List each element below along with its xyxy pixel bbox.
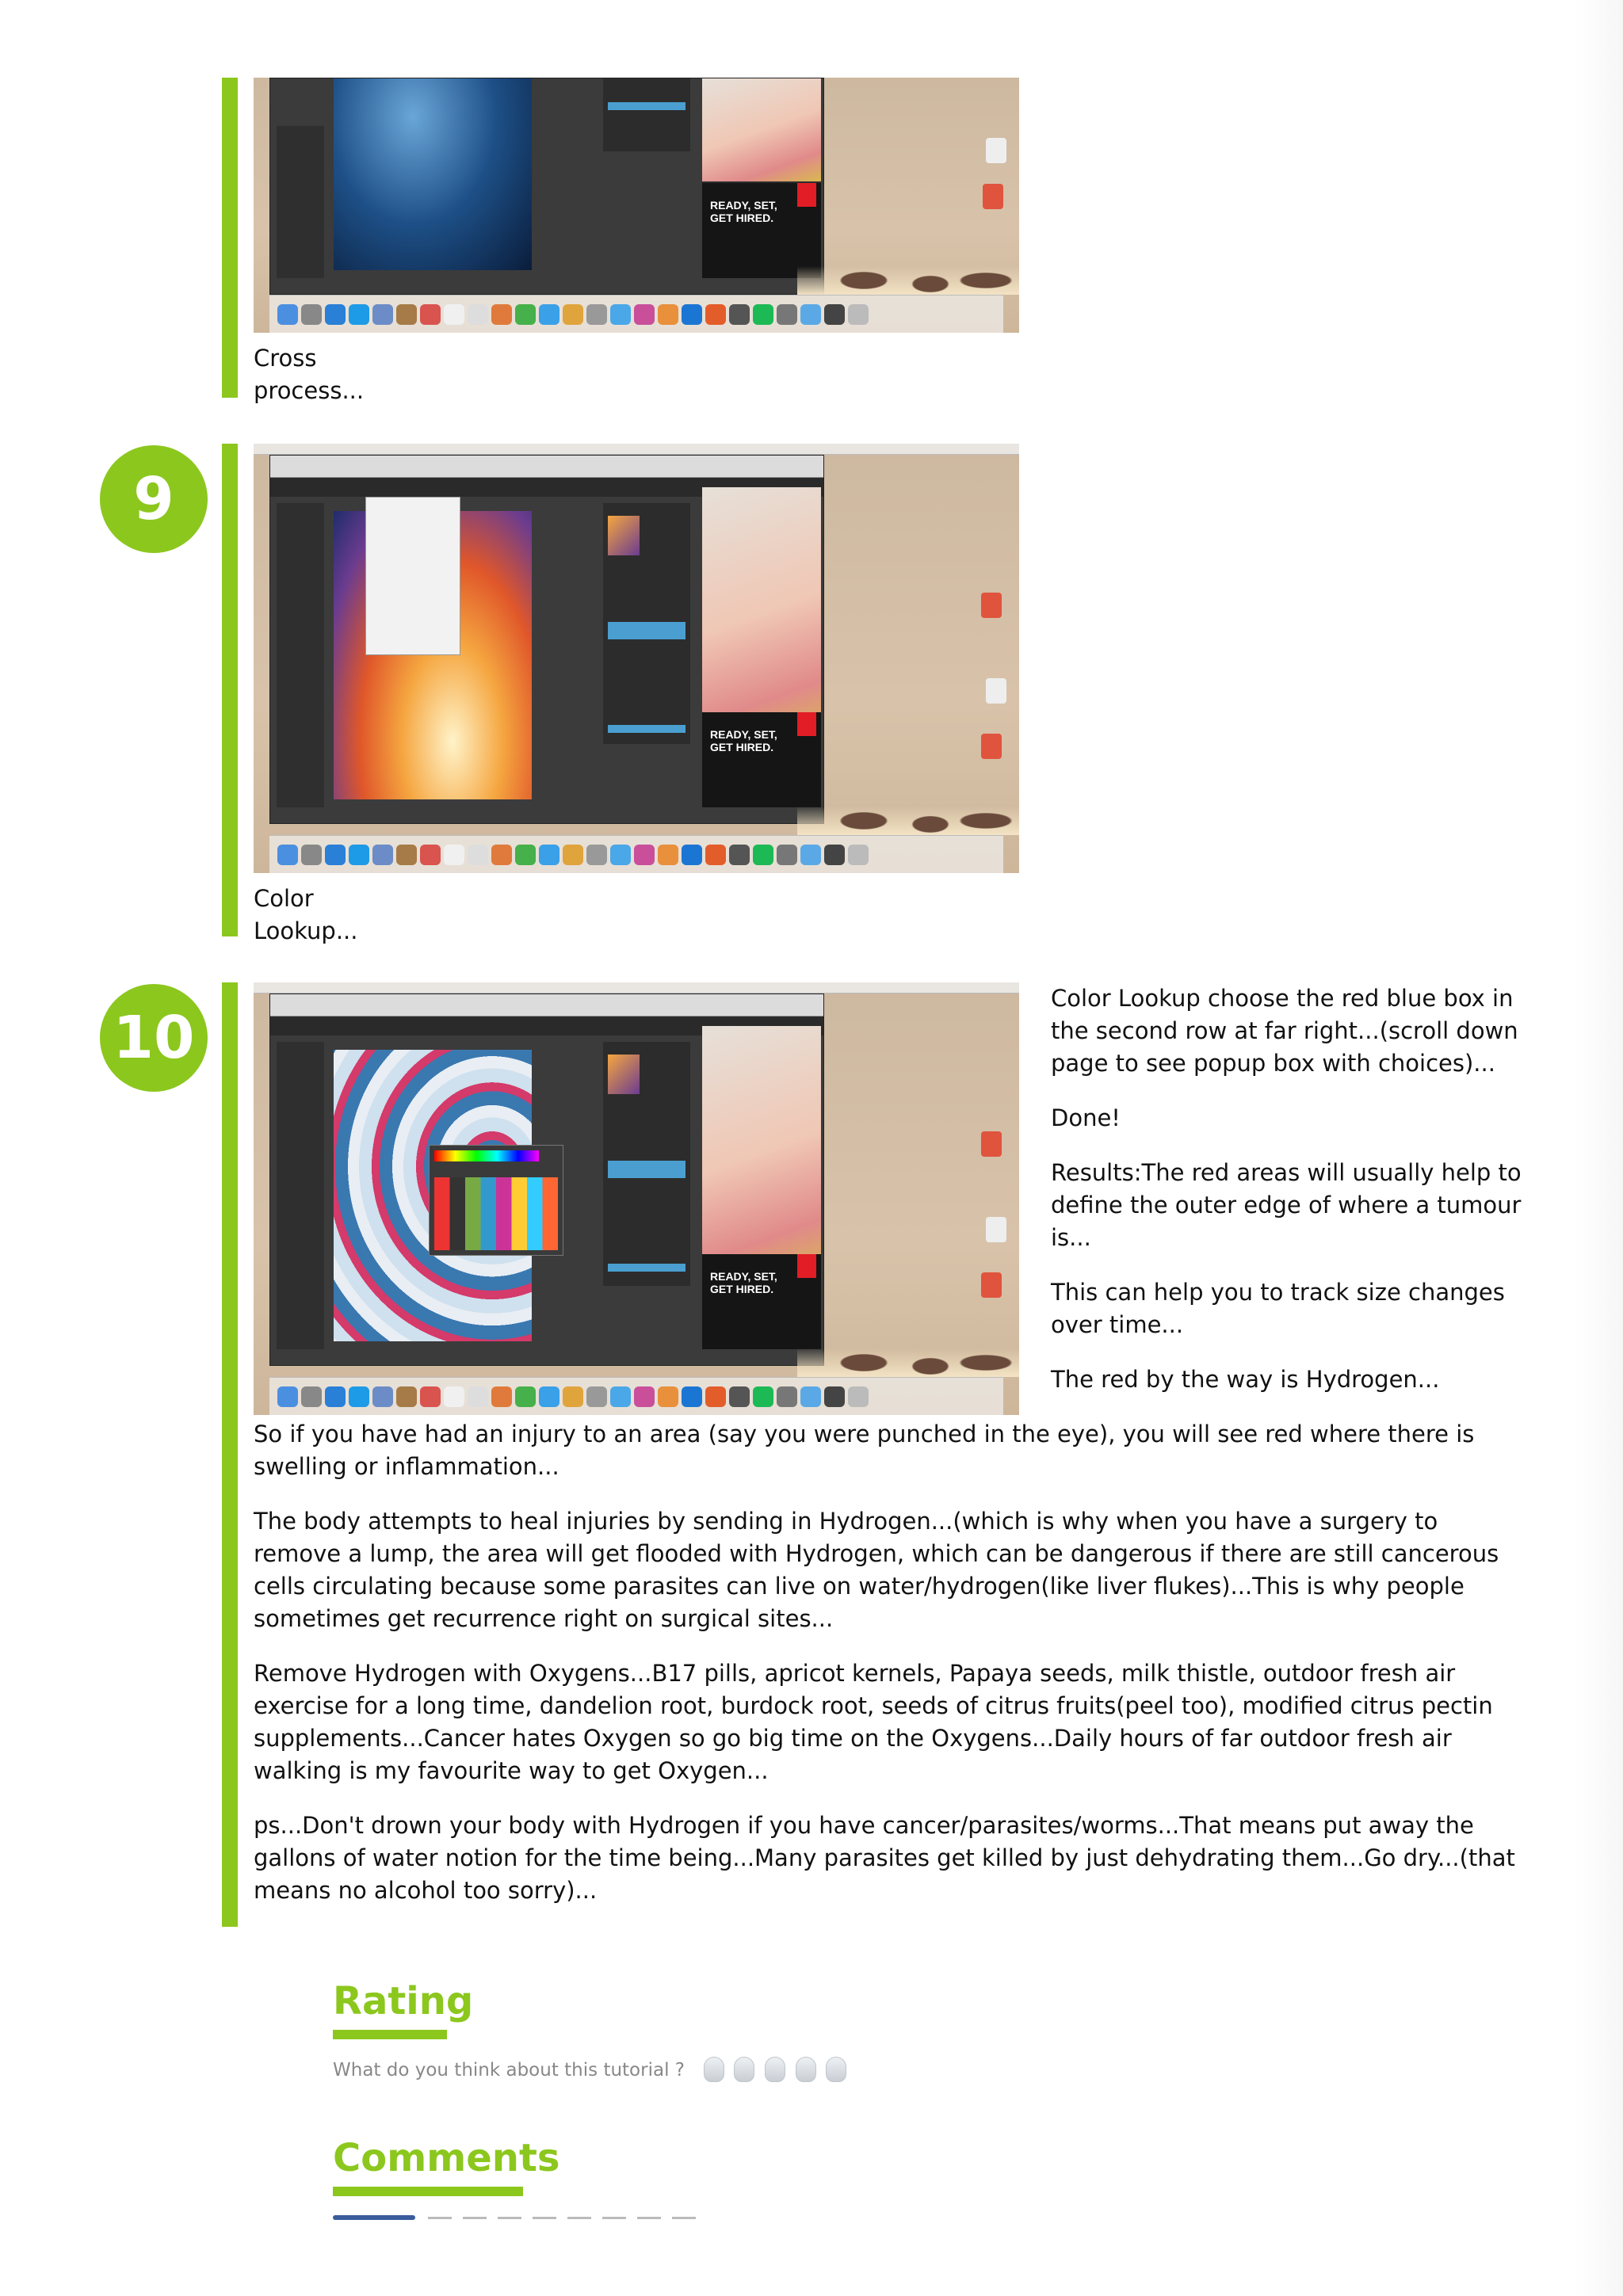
ad-headline-2: GET HIRED.: [710, 1283, 774, 1295]
comment-hint-text: [428, 2217, 705, 2219]
step-8-screenshot: [254, 78, 1019, 333]
desktop-wallpaper: [797, 223, 1019, 295]
rating-question: What do you think about this tutorial ?: [333, 2060, 685, 2081]
step-number-badge: 10: [100, 984, 208, 1092]
step-9-block: [222, 444, 777, 944]
rating-star-icon[interactable]: [826, 2057, 846, 2082]
rating-star-icon[interactable]: [765, 2057, 785, 2082]
mac-dock: [269, 295, 1003, 333]
step-8-block: [222, 78, 777, 404]
desktop-wallpaper: [797, 1306, 1019, 1377]
mac-dock: [269, 835, 1003, 873]
step-10-paragraph: Results:The red areas will usually help to define the outer edge of where a tumour is...: [1051, 1159, 1522, 1251]
step-10-paragraph: So if you have had an injury to an area (say you were punched in the eye), you will see red where there is swelling or inflammation...: [254, 1421, 1475, 1480]
desktop-file-icon: [981, 734, 1002, 759]
desktop-file-icon: [981, 593, 1002, 618]
ad-headline-2: GET HIRED.: [710, 741, 774, 753]
step-10-block: [222, 982, 1522, 1927]
mac-menubar: [254, 444, 1019, 455]
step-8-caption: Cross process...: [254, 345, 365, 404]
desktop-wallpaper: [797, 764, 1019, 835]
step-10-paragraph: ps...Don't drown your body with Hydrogen if you have cancer/parasites/worms...That means put away the gallons of water notion for the time being...Many parasites get killed by just dehydrating them...Go dry...(that means no alcohol too sorry)...: [254, 1812, 1515, 1904]
ad-headline-1: READY, SET,: [710, 1270, 777, 1283]
ad-headline-2: GET HIRED.: [710, 212, 774, 224]
comment-login-button[interactable]: [333, 2215, 415, 2220]
ad-headline-1: READY, SET,: [710, 728, 777, 741]
ad-headline-1: READY, SET,: [710, 199, 777, 212]
step-9-caption: Color Lookup...: [254, 885, 358, 944]
mac-menubar: [254, 982, 1019, 994]
desktop-file-icon: [986, 138, 1006, 163]
comments-underline: [333, 2187, 523, 2196]
rating-underline: [333, 2030, 447, 2039]
adobe-logo-icon: [797, 1254, 816, 1278]
step-10-paragraph: This can help you to track size changes over time...: [1051, 1279, 1505, 1338]
adobe-logo-icon: [797, 183, 816, 207]
adobe-logo-icon: [797, 712, 816, 736]
desktop-file-icon: [981, 1272, 1002, 1298]
step-10-paragraph: Done!: [1051, 1104, 1121, 1131]
step-10-paragraph: Color Lookup choose the red blue box in the second row at far right...(scroll down page to see popup box with choices)...: [1051, 985, 1518, 1077]
page-edge-shade: [1575, 0, 1623, 2296]
step-number-badge: 9: [100, 445, 208, 553]
comments-heading: Comments: [333, 2136, 560, 2180]
adjustments-menu: [365, 497, 460, 655]
rating-star-icon[interactable]: [704, 2057, 724, 2082]
step-9-screenshot: [254, 444, 1019, 873]
color-lookup-popup: [429, 1145, 563, 1256]
step-10-screenshot-wrap: [254, 982, 1035, 1415]
rating-star-icon[interactable]: [734, 2057, 754, 2082]
rating-star-icon[interactable]: [796, 2057, 816, 2082]
mac-dock: [269, 1377, 1003, 1415]
step-10-paragraph: Remove Hydrogen with Oxygens...B17 pills, apricot kernels, Papaya seeds, milk thistle, outdoor fresh air exercise for a long time, dandelion root, burdock root, seeds of citrus fruits(peel too), modified citrus pectin supplements...Cancer hates Oxygen so go big time on the Oxygens...Daily hours of far outdoor fresh air walking is my favourite way to get Oxygen...: [254, 1660, 1493, 1784]
desktop-file-icon: [981, 1131, 1002, 1157]
rating-heading: Rating: [333, 1979, 474, 2023]
step-10-paragraph: The body attempts to heal injuries by sending in Hydrogen...(which is why when you have a surgery to remove a lump, the area will get flooded with Hydrogen, which can be dangerous if there are still cancerous cells circulating because some parasites can live on water/hydrogen(like liver flukes)...This is why people sometimes get recurrence right on surgical sites...: [254, 1508, 1499, 1632]
step-10-paragraph: The red by the way is Hydrogen...: [1051, 1366, 1440, 1393]
desktop-file-icon: [983, 184, 1003, 209]
desktop-file-icon: [986, 678, 1006, 704]
step-10-screenshot: [254, 982, 1019, 1415]
desktop-file-icon: [986, 1217, 1006, 1242]
